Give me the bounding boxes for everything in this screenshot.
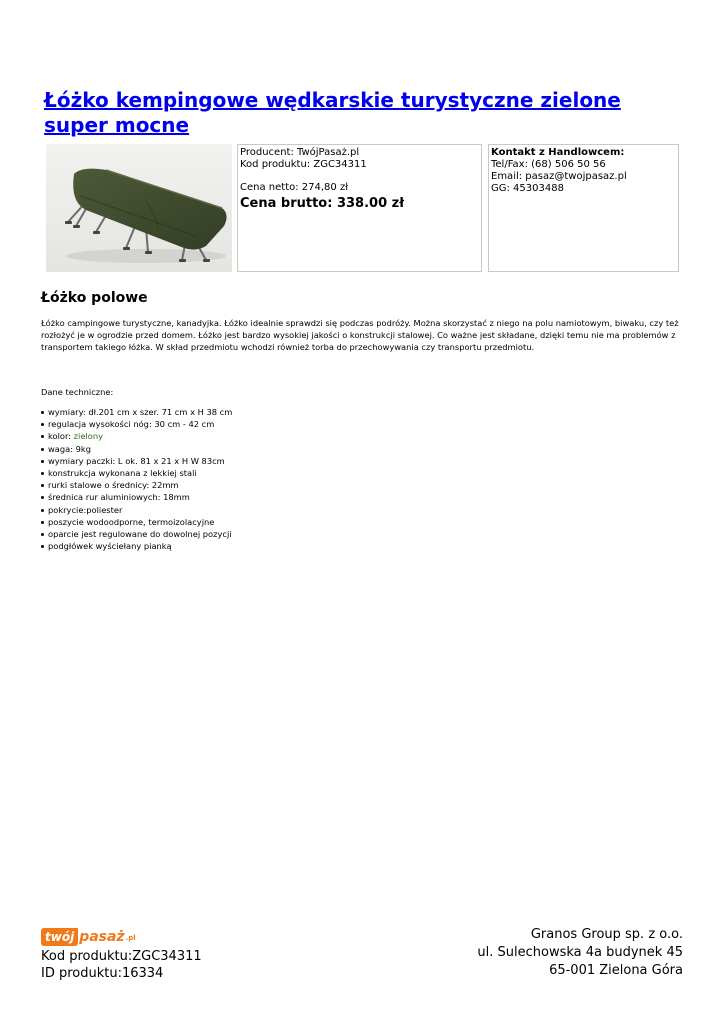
spec-item: regulacja wysokości nóg: 30 cm - 42 cm (41, 418, 232, 430)
contact-email: Email: pasaz@twojpasaz.pl (491, 171, 627, 182)
footer-product-code: Kod produktu:ZGC34311 (41, 949, 202, 964)
camping-bed-image (46, 144, 232, 272)
price-net-text: Cena netto: 274,80 zł (240, 182, 349, 193)
spec-item: wymiary: dł.201 cm x szer. 71 cm x H 38 cm (41, 406, 232, 418)
footer-company-address (477, 926, 683, 980)
spec-item: pokrycie:poliester (41, 504, 232, 516)
spec-item: wymiary paczki: L ok. 81 x 21 x H W 83cm (41, 455, 232, 467)
spec-item: kolor: zielony (41, 430, 232, 442)
product-description: Łóżko campingowe turystyczne, kanadyjka. Łóżko idealnie sprawdzi się podczas podróży. Można skorzystać z niego na polu namiotowym, biwaku, czy też rozłożyć je w ogrodzie przed domem. Łóżko jest bardzo wysokiej jakości o konstrukcji stalowej. Co ważne jest składane, dzięki temu nie ma problemów z transportem takiego łóżka. W skład przedmiotu wchodzi również torba do przechowywania czy transportu przedmiotu. (41, 318, 679, 352)
spec-item: oparcie jest regulowane do dowolnej pozycji (41, 528, 232, 540)
producer-text: Producent: TwójPasaż.pl (240, 147, 360, 158)
contact-heading: Kontakt z Handlowcem: (491, 147, 625, 158)
product-code-text: Kod produktu: ZGC34311 (240, 159, 367, 170)
section-title: Łóżko polowe (41, 290, 148, 306)
contact-telfax: Tel/Fax: (68) 506 50 56 (491, 159, 606, 170)
spec-item: konstrukcja wykonana z lekkiej stali (41, 467, 232, 479)
company-city: 65-001 Zielona Góra (549, 963, 683, 978)
spec-item: waga: 9kg (41, 443, 232, 455)
company-name: Granos Group sp. z o.o. (530, 927, 683, 942)
product-info-box (237, 144, 482, 272)
spec-item: podgłówek wyściełany pianką (41, 540, 232, 552)
spec-item: rurki stalowe o średnicy: 22mm (41, 479, 232, 491)
footer-product-id: ID produktu:16334 (41, 966, 164, 981)
company-street: ul. Sulechowska 4a budynek 45 (477, 945, 683, 960)
product-title-link[interactable]: Łóżko kempingowe wędkarskie turystyczne zielone super mocne (44, 88, 621, 137)
tech-label: Dane techniczne: (41, 387, 114, 397)
price-gross-text: Cena brutto: 338.00 zł (240, 196, 405, 211)
contact-gg: GG: 45303488 (491, 183, 564, 194)
spec-item: poszycie wodoodporne, termoizolacyjne (41, 516, 232, 528)
color-value: zielony (73, 431, 103, 442)
twojpasaz-logo: twój pasaż .pl (41, 926, 202, 948)
contact-box (488, 144, 679, 272)
spec-item: średnica rur aluminiowych: 18mm (41, 491, 232, 503)
spec-list (41, 406, 232, 552)
footer-left (41, 926, 202, 982)
product-image (46, 144, 232, 272)
